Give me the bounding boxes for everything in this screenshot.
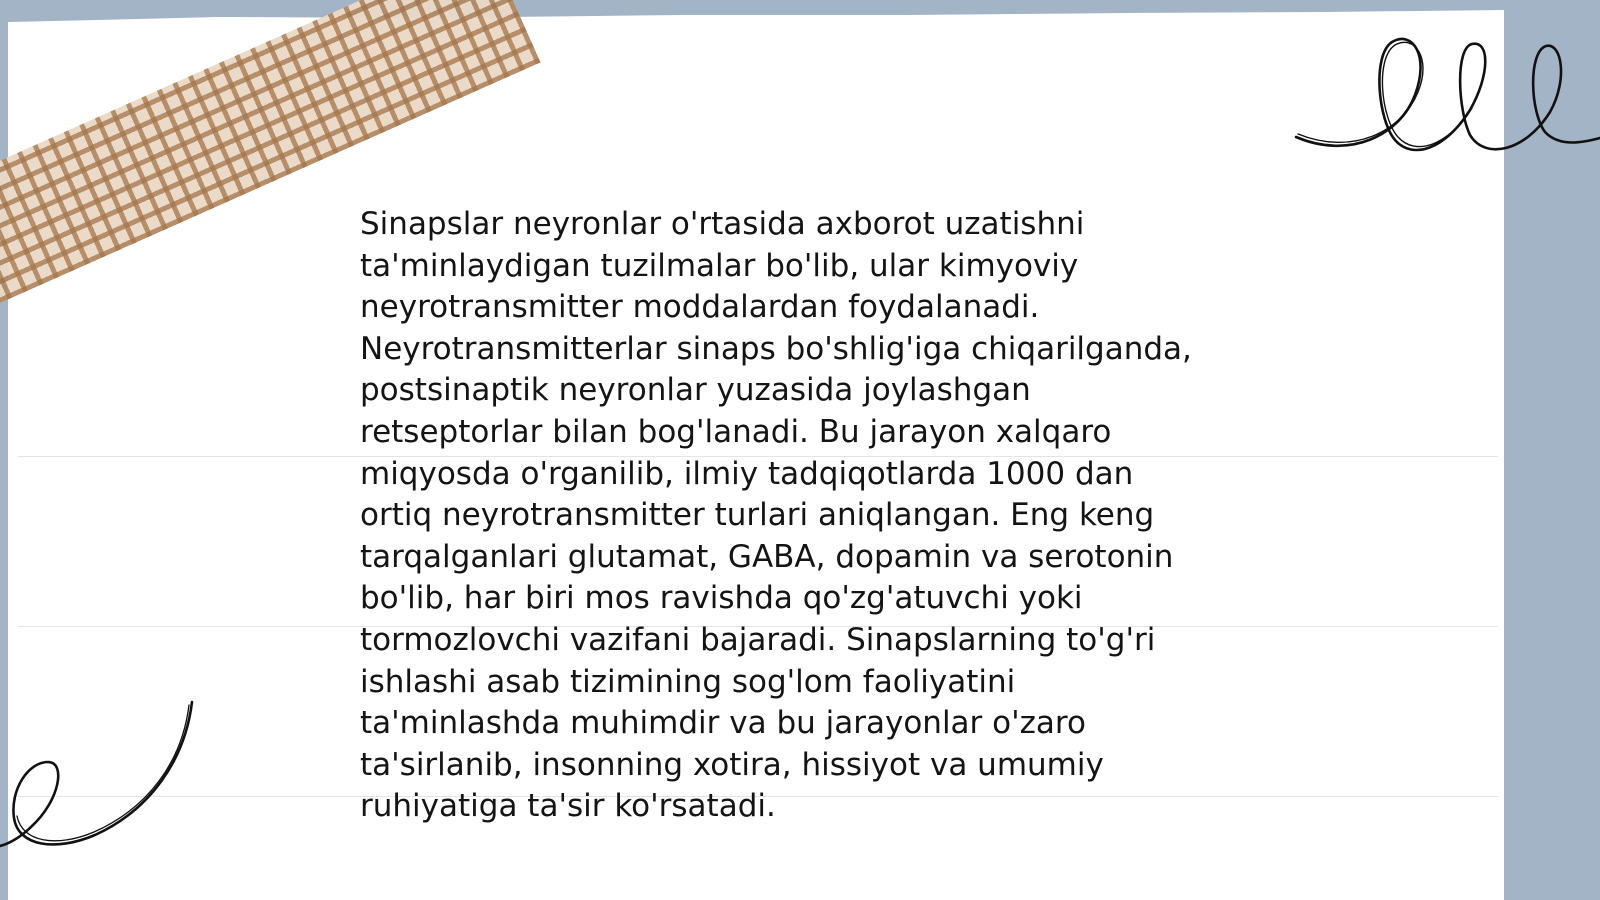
text-line: tormozlovchi vazifani bajaradi. Sinapslarning to'g'ri — [360, 621, 1156, 658]
text-line: bo'lib, har biri mos ravishda qo'zg'atuvchi yoki — [360, 580, 1083, 617]
body-paragraph — [360, 204, 1260, 828]
text-line: Neyrotransmitterlar sinaps bo'shlig'iga chiqarilganda, — [360, 330, 1192, 367]
text-line: postsinaptik neyronlar yuzasida joylashgan — [360, 372, 1031, 409]
text-line: ta'minlaydigan tuzilmalar bo'lib, ular kimyoviy — [360, 247, 1079, 284]
text-line: Sinapslar neyronlar o'rtasida axborot uzatishni — [360, 206, 1085, 242]
text-line: ishlashi asab tizimining sog'lom faoliyatini — [360, 663, 1016, 700]
text-line: retseptorlar bilan bog'lanadi. Bu jarayon xalqaro — [360, 413, 1112, 450]
text-line: ta'minlashda muhimdir va bu jarayonlar o'zaro — [360, 705, 1086, 742]
text-line: miqyosda o'rganilib, ilmiy tadqiqotlarda 1000 dan — [360, 455, 1134, 492]
text-line: ortiq neyrotransmitter turlari aniqlangan. Eng keng — [360, 497, 1155, 534]
text-line: ruhiyatiga ta'sir ko'rsatadi. — [360, 788, 776, 825]
text-line: neyrotransmitter moddalardan foydalanadi. — [360, 289, 1040, 326]
text-line: tarqalganlari glutamat, GABA, dopamin va serotonin — [360, 538, 1174, 575]
text-line: ta'sirlanib, insonning xotira, hissiyot va umumiy — [360, 746, 1104, 783]
